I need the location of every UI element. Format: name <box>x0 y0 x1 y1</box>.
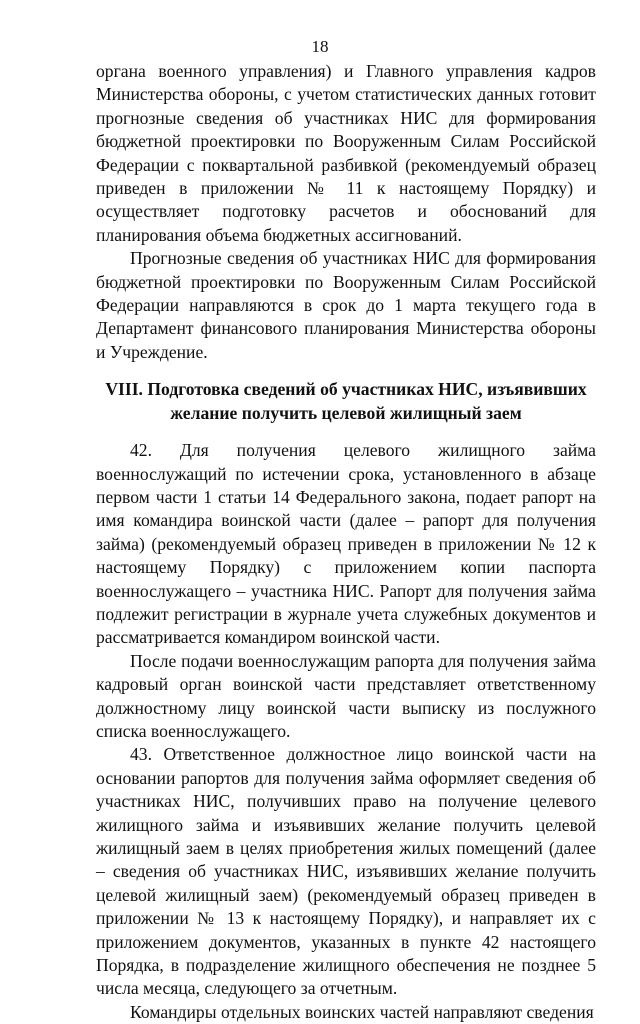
paragraph-item-42: 42. Для получения целевого жилищного займа военнослужащий по истечении срока, установленного в абзаце первом части 1 статьи 14 Федерального закона, подает рапорт на имя командира воинской части (далее – рапорт для получения займа) (рекомендуемый образец приведен в приложении № 12 к настоящему Порядку) с приложением копии паспорта военнослужащего – участника НИС. Рапорт для получения займа подлежит регистрации в журнале учета служебных документов и рассматривается командиром воинской части. <box>96 440 596 648</box>
section-heading <box>96 378 596 425</box>
document-body <box>96 60 596 1024</box>
section-heading-line: VIII. Подготовка сведений об участниках НИС, изъявивших <box>105 379 587 400</box>
section-heading-line: желание получить целевой жилищный заем <box>170 402 522 423</box>
paragraph-continuation: органа военного управления) и Главного управления кадров Министерства обороны, с учетом статистических данных готовит прогнозные сведения об участниках НИС для формирования бюджетной проектировки по Вооруженным Силам Российской Федерации с поквартальной разбивкой (рекомендуемый образец приведен в приложении № 11 к настоящему Порядку) и осуществляет подготовку расчетов и обоснований для планирования объема бюджетных ассигнований. <box>96 61 596 245</box>
paragraph-forecast: Прогнозные сведения об участниках НИС для формирования бюджетной проектировки по Вооруженным Силам Российской Федерации направляются в срок до 1 марта текущего года в Департамент финансового планирования Министерства обороны и Учреждение. <box>96 248 596 362</box>
paragraph-item-43: 43. Ответственное должностное лицо воинской части на основании рапортов для получения займа оформляет сведения об участниках НИС, получивших право на получение целевого жилищного займа и изъявивших желание получить целевой жилищный заем в целях приобретения жилых помещений (далее – сведения об участниках НИС, изъявивших желание получить целевой жилищный заем) (рекомендуемый образец приведен в приложении № 13 к настоящему Порядку), и направляет их с приложением документов, указанных в пункте 42 настоящего Порядка, в подразделение жилищного обеспечения не позднее 5 числа месяца, следующего за отчетным. <box>96 744 596 999</box>
paragraph-commanders: Командиры отдельных воинских частей направляют сведения <box>130 1001 594 1022</box>
paragraph-personnel: После подачи военнослужащим рапорта для получения займа кадровый орган воинской части представляет ответственному должностному лицу воинской части выписку из послужного списка военнослужащего. <box>96 650 596 741</box>
page-number: 18 <box>311 37 329 56</box>
